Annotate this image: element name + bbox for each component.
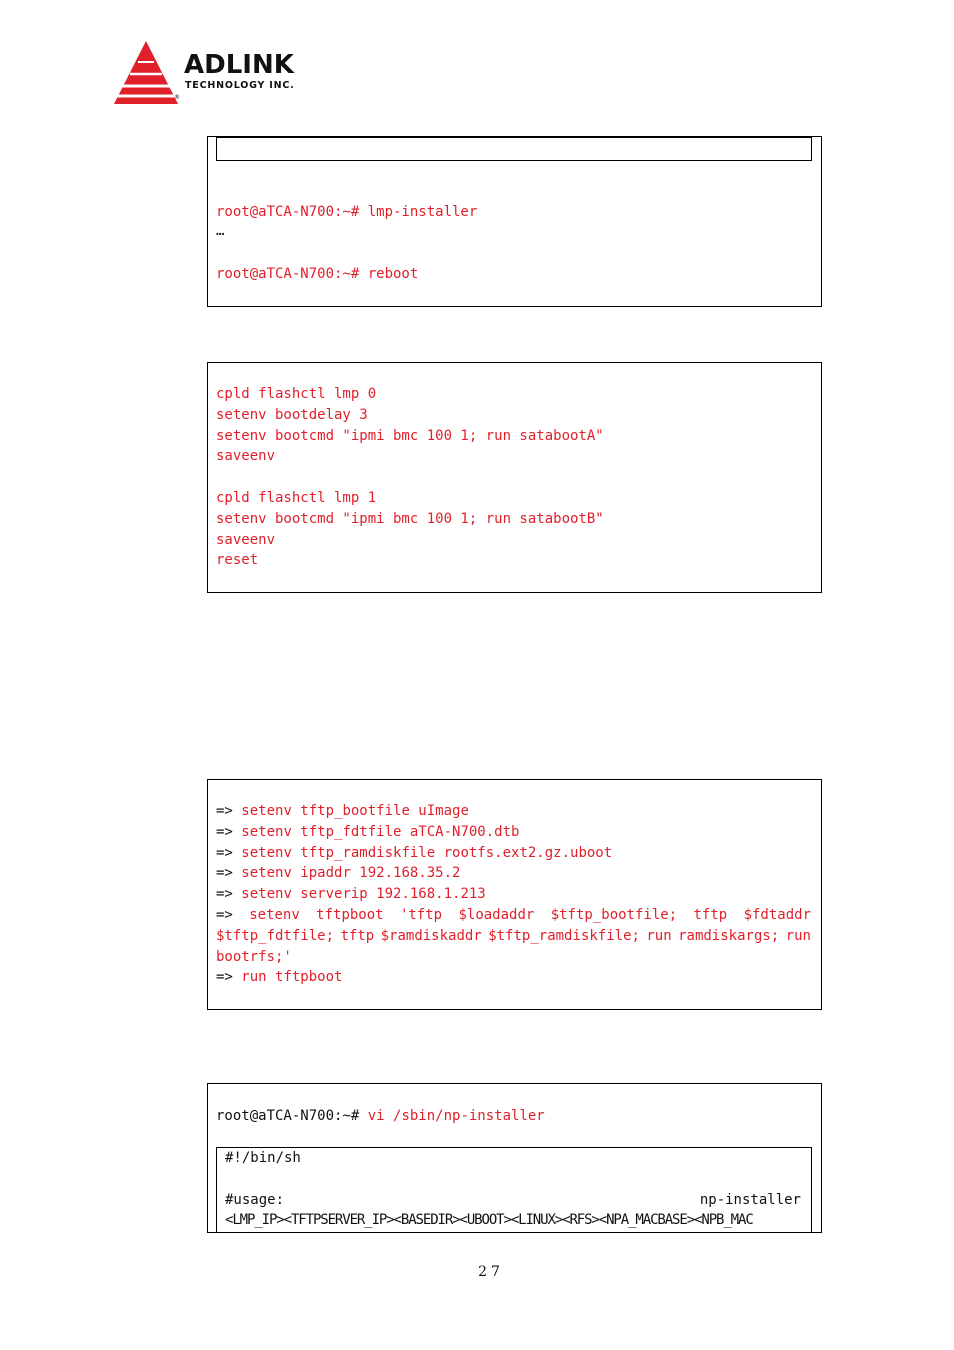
code-line: root@aTCA-N700:~# reboot <box>216 266 419 282</box>
word: $ramdiskaddr <box>380 928 482 944</box>
command: setenv serverip 192.168.1.213 <box>241 886 486 902</box>
command: vi /sbin/np-installer <box>367 1108 545 1124</box>
code-line: cpld flashctl lmp 0 <box>216 386 377 402</box>
adlink-triangle-icon <box>112 38 182 108</box>
word: $fdtaddr <box>743 907 811 923</box>
command: setenv tftp_ramdiskfile rootfs.ext2.gz.uboot <box>241 845 613 861</box>
word: $loadaddr <box>458 907 535 923</box>
usage-label: #usage: <box>225 1192 285 1208</box>
code-line <box>216 843 612 864</box>
code-line: setenv bootcmd "ipmi bmc 100 1; run satabootB" <box>216 511 604 527</box>
code-box-tftpboot <box>207 779 822 1010</box>
brand-subtitle: TECHNOLOGY INC. <box>185 80 295 91</box>
script-content-box <box>216 1147 812 1233</box>
justified-code-line <box>216 926 811 947</box>
word: $tftp_bootfile; <box>550 907 678 923</box>
prompt: => <box>216 865 233 881</box>
word: tftp <box>693 907 728 923</box>
page-number: 27 <box>478 1264 504 1280</box>
code-line <box>216 967 342 988</box>
code-line <box>216 884 486 905</box>
command: run tftpboot <box>241 969 343 985</box>
code-line: saveenv <box>216 448 276 464</box>
code-line <box>216 1106 545 1127</box>
brand-name: ADLINK <box>184 50 294 80</box>
word: tftpboot <box>316 907 384 923</box>
word: $tftp_fdtfile; <box>216 928 335 944</box>
empty-inner-box <box>216 137 812 161</box>
code-line: bootrfs;' <box>216 949 292 965</box>
registered-mark: ® <box>174 94 180 101</box>
code-line <box>216 801 469 822</box>
ellipsis-line: … <box>216 223 225 239</box>
command: setenv tftp_bootfile uImage <box>241 803 469 819</box>
code-line: setenv bootdelay 3 <box>216 407 368 423</box>
word: 'tftp <box>399 907 443 923</box>
word: run <box>646 928 672 944</box>
code-line: reset <box>216 552 259 568</box>
code-line: cpld flashctl lmp 1 <box>216 490 377 506</box>
code-box-uboot-env <box>207 362 822 593</box>
code-line: saveenv <box>216 532 276 548</box>
code-box-np-installer <box>207 1083 822 1233</box>
word: setenv <box>249 907 300 923</box>
word: tftp <box>340 928 375 944</box>
prompt: => <box>216 886 233 902</box>
script-line: #!/bin/sh <box>225 1150 301 1166</box>
code-line: root@aTCA-N700:~# lmp-installer <box>216 204 478 220</box>
adlink-logo <box>112 38 327 108</box>
usage-command: np-installer <box>699 1192 801 1208</box>
command: setenv tftp_fdtfile aTCA-N700.dtb <box>241 824 520 840</box>
prompt: => <box>216 803 233 819</box>
usage-args-line: <LMP_IP><TFTPSERVER_IP><BASEDIR><UBOOT><LINUX><RFS><NPA_MACBASE><NPB_MAC <box>225 1212 753 1228</box>
prompt: => <box>216 845 233 861</box>
justified-code-line <box>216 905 811 926</box>
word: run <box>785 928 811 944</box>
code-line <box>216 822 519 843</box>
code-line: setenv bootcmd "ipmi bmc 100 1; run satabootA" <box>216 428 604 444</box>
prompt: => <box>216 907 233 923</box>
prompt: root@aTCA-N700:~# <box>216 1108 360 1124</box>
word: $tftp_ramdiskfile; <box>488 928 640 944</box>
usage-line <box>225 1190 801 1211</box>
word: ramdiskargs; <box>678 928 780 944</box>
prompt: => <box>216 824 233 840</box>
prompt: => <box>216 969 233 985</box>
code-line <box>216 863 460 884</box>
command: setenv ipaddr 192.168.35.2 <box>241 865 461 881</box>
code-box-installer <box>207 136 822 307</box>
